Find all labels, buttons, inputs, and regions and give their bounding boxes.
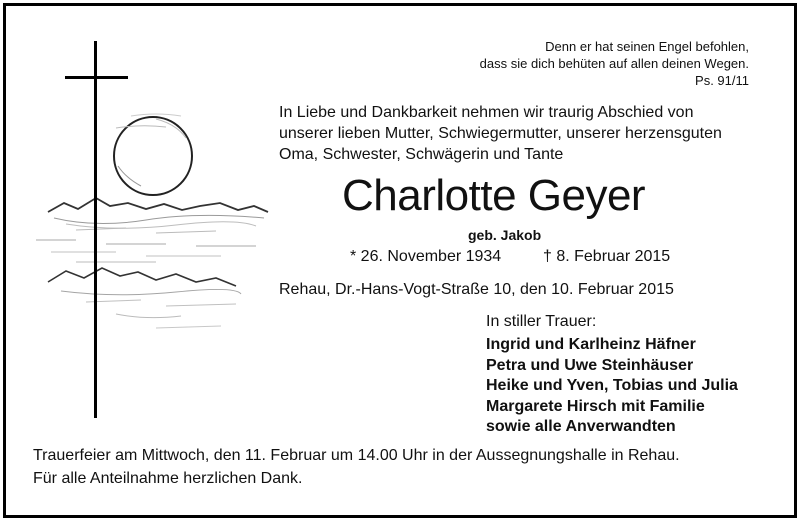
intro-line: In Liebe und Dankbarkeit nehmen wir traurig Abschied von [279, 104, 694, 121]
bible-verse [480, 38, 749, 89]
mourners-list [486, 335, 738, 438]
thanks-note: Für alle Anteilnahme herzlichen Dank. [33, 470, 303, 487]
funeral-notice: Trauerfeier am Mittwoch, den 11. Februar um 14.00 Uhr in der Aussegnungshalle in Rehau. [33, 447, 680, 464]
intro-text [279, 102, 722, 165]
maiden-name: geb. Jakob [468, 227, 542, 243]
mourner-name: Petra und Uwe Steinhäuser [486, 356, 694, 374]
verse-line: Denn er hat seinen Engel befohlen, [545, 39, 749, 54]
death-date: † 8. Februar 2015 [543, 248, 671, 265]
intro-line: Oma, Schwester, Schwägerin und Tante [279, 146, 564, 163]
intro-line: unserer lieben Mutter, Schwiegermutter, unserer herzensguten [279, 125, 722, 142]
mourner-name: Heike und Yven, Tobias und Julia [486, 377, 738, 394]
birth-date: * 26. November 1934 [350, 248, 502, 265]
mourners-label: In stiller Trauer: [486, 313, 597, 330]
cross-icon [65, 41, 128, 418]
mourner-name: Margarete Hirsch mit Familie [486, 397, 705, 415]
water-lines [36, 240, 256, 262]
verse-reference: Ps. 91/11 [695, 73, 749, 88]
verse-line: dass sie dich behüten auf allen deinen Wegen. [479, 56, 749, 71]
mourner-name: sowie alle Anverwandten [486, 418, 676, 435]
mountains-upper [48, 198, 268, 233]
mourner-name: Ingrid und Karlheinz Häfner [486, 336, 696, 353]
obituary-notice [3, 3, 797, 518]
sun-icon [114, 117, 192, 195]
deceased-name: Charlotte Geyer [342, 171, 646, 220]
place-and-date: Rehau, Dr.-Hans-Vogt-Straße 10, den 10. Februar 2015 [279, 281, 674, 298]
mountains-lower [48, 268, 241, 328]
